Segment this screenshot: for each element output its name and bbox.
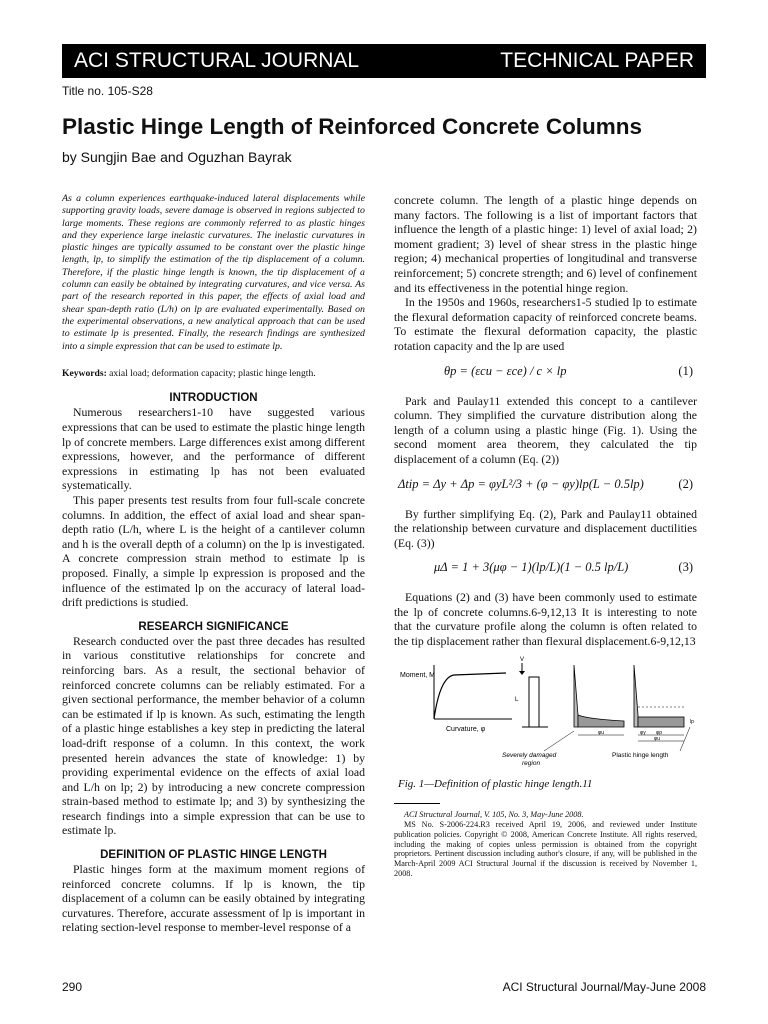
intro-paragraph-1: Numerous researchers1-10 have suggested various expressions that can be used to estimate the plastic hinge length lp of concrete members. Large differences exist among different expressions, however, and the performance of different expressions in estimating lp has not been evaluated systematically.	[62, 405, 365, 493]
curvature-profile-inelastic	[578, 715, 624, 727]
equation-2	[394, 467, 697, 507]
hinge-callout-line	[680, 727, 690, 751]
right-paragraph-1: concrete column. The length of a plastic hinge depends on many factors. The following is a list of important factors that influence the length of a plastic hinge: 1) level of axial load; 2) moment gradient; 3) level of shear stress in the plastic hinge region; 4) mechanical properties of longitudinal and transverse reinforcement; 5) concrete strength; and 6) level of confinement and its effectiveness in the potential hinge region.	[394, 193, 697, 295]
journal-name: ACI STRUCTURAL JOURNAL	[74, 49, 360, 72]
right-paragraph-5: Equations (2) and (3) have been commonly used to estimate the lp of concrete columns.6-9,12,13 It is interesting to note that the curvature profile along the column is often related to the tip displacement rather than flexural displacement.6-9,12,13	[394, 590, 697, 649]
damaged-label-2: region	[522, 759, 541, 767]
page-number: 290	[62, 980, 83, 994]
right-column	[394, 193, 697, 879]
figure-1	[394, 653, 697, 771]
definition-paragraph: Plastic hinges form at the maximum moment regions of reinforced concrete columns. If lp is known, the tip displacement of a column can be easily obtained by integrating curvatures. Therefore, accurate assessment of lp is important in relating section-level response to member-level response of a	[62, 862, 365, 935]
paper-title: Plastic Hinge Length of Reinforced Concrete Columns	[62, 114, 643, 139]
equation-2-expression: Δtip = Δy + Δp = φyL²/3 + (φ − φy)lp(L − 0.5lp)	[398, 476, 644, 491]
equation-3-number: (3)	[678, 560, 693, 575]
equation-3	[394, 550, 697, 590]
moment-label: Moment, M	[400, 671, 436, 679]
intro-paragraph-2: This paper presents test results from four full-scale concrete columns. In addition, the effect of axial load and shear span-depth ratio (L/h, where L is the height of a cantilever column and h is the overall depth of a column) on the lp is investigated. A concrete compression strain method to estimate lp is proposed. Finally, a simple lp expression is proposed and the influence of the estimated lp on the accuracy of lateral load-drift predictions is studied.	[62, 493, 365, 610]
right-paragraph-2: In the 1950s and 1960s, researchers1-5 studied lp to estimate the flexural deformation capacity of reinforced concrete beams. To estimate the flexural deformation capacity, the plastic rotation capacity and the lp are used	[394, 295, 697, 353]
load-arrowhead	[519, 671, 525, 675]
phi-u-label-2: φu	[654, 735, 661, 742]
significance-paragraph: Research conducted over the past three decades has resulted in various constitutive relationships for concrete and reinforcing bars. As a result, the sectional behavior of reinforced concrete columns can be reliably estimated. For a given sectional performance, the member behavior of a column can be estimated if lp is known. As such, estimating the length of a plastic hinge establishes a key step in predicting the lateral load-drift response of a column. In this context, the work presented herein advances the state of knowledge: 1) by providing experimental evidence on the effects of axial load and L/h on lp; 2) by introducing a new concrete compression strain-based method to estimate lp; and 3) by synthesizing the research findings into a simple expression that can be use to estimate lp.	[62, 633, 365, 838]
hinge-length-label: Plastic hinge length	[612, 751, 669, 759]
keywords-text: axial load; deformation capacity; plastic hinge length.	[109, 367, 316, 379]
authors: by Sungjin Bae and Oguzhan Bayrak	[62, 149, 292, 165]
lp-label: lp	[690, 718, 694, 725]
equation-1-expression: θp = (εcu − εce) / c × lp	[444, 363, 567, 378]
curvature-profile-yield	[634, 665, 638, 727]
footer-journal: ACI Structural Journal/May-June 2008	[502, 980, 706, 994]
footnote-copyright: MS No. S-2006-224.R3 received April 19, 2006, and reviewed under Institute publication policies. Copyright © 2008, American Concrete Institute. All rights reserved, including the making of copies unless permission is obtained from the copyright proprietors. Pertinent discussion including author's closure, if any, will be published in the March-April 2009 ACI Structural Journal if the discussion is received by November 1, 2008.	[394, 820, 697, 879]
figure-caption: Fig. 1—Definition of plastic hinge length.11	[398, 777, 593, 790]
curvature-label: Curvature, φ	[446, 725, 486, 733]
equation-1	[394, 354, 697, 394]
right-paragraph-3: Park and Paulay11 extended this concept to a cantilever column. They simplified the curvature distribution along the length of a column using a plastic hinge (Fig. 1). Using the second moment area theorem, they calculated the tip displacement of a column (Eq. (2))	[394, 393, 697, 466]
damaged-label-1: Severely damaged	[502, 751, 557, 759]
equation-1-number: (1)	[678, 363, 693, 378]
phi-p-label: φp	[656, 729, 663, 736]
damage-callout-line	[544, 731, 574, 751]
journal-header-bar	[62, 44, 706, 78]
keywords	[62, 367, 365, 382]
equation-2-number: (2)	[678, 476, 693, 491]
figure-1-diagram	[394, 653, 697, 771]
moment-curvature-curve	[434, 673, 506, 719]
column-outline	[529, 677, 539, 727]
phi-y-label: φy	[640, 729, 646, 736]
left-column	[62, 193, 365, 935]
curvature-profile-elastic	[574, 665, 578, 727]
phi-u-label-1: φu	[598, 729, 605, 736]
footnote-issue: ACI Structural Journal, V. 105, No. 3, May-June 2008.	[404, 810, 584, 820]
right-paragraph-4: By further simplifying Eq. (2), Park and Paulay11 obtained the relationship between curvature and displacement ductilities (Eq. (3))	[394, 506, 697, 550]
title-number: Title no. 105-S28	[62, 84, 153, 98]
abstract: As a column experiences earthquake-induced lateral displacements while supporting gravity loads, severe damage is observed in regions subjected to large moments. These regions are commonly referred to as plastic hinges and they experience large inelastic curvatures. The inelastic curvatures in plastic hinges are typically assumed to be constant over the plastic hinge length, lp, to simplify the estimation of the tip displacement of a column. Therefore, if the plastic hinge length is known, the tip displacement of a column can easily be obtained by integrating curvatures, and vice versa. As part of the research reported in this paper, the effects of axial load and shear span-depth ratio (L/h) on lp are evaluated experimentally. Based on the experimental observations, a new analytical approach that can be used to estimate lp is presented. Finally, the research findings are synthesized into a simple expression that can be used to estimate lp.	[62, 193, 365, 352]
plastic-hinge-block	[638, 717, 684, 727]
length-label: L	[515, 696, 519, 703]
heading-introduction: INTRODUCTION	[169, 392, 258, 405]
heading-definition: DEFINITION OF PLASTIC HINGE LENGTH	[100, 849, 327, 862]
keywords-label: Keywords:	[62, 367, 107, 379]
load-label: V	[520, 656, 525, 663]
paper-type: TECHNICAL PAPER	[500, 49, 694, 72]
equation-3-expression: μΔ = 1 + 3(μφ − 1)(lp/L)(1 − 0.5 lp/L)	[434, 560, 629, 575]
heading-research-significance: RESEARCH SIGNIFICANCE	[138, 620, 289, 633]
footnote-rule	[394, 803, 440, 804]
